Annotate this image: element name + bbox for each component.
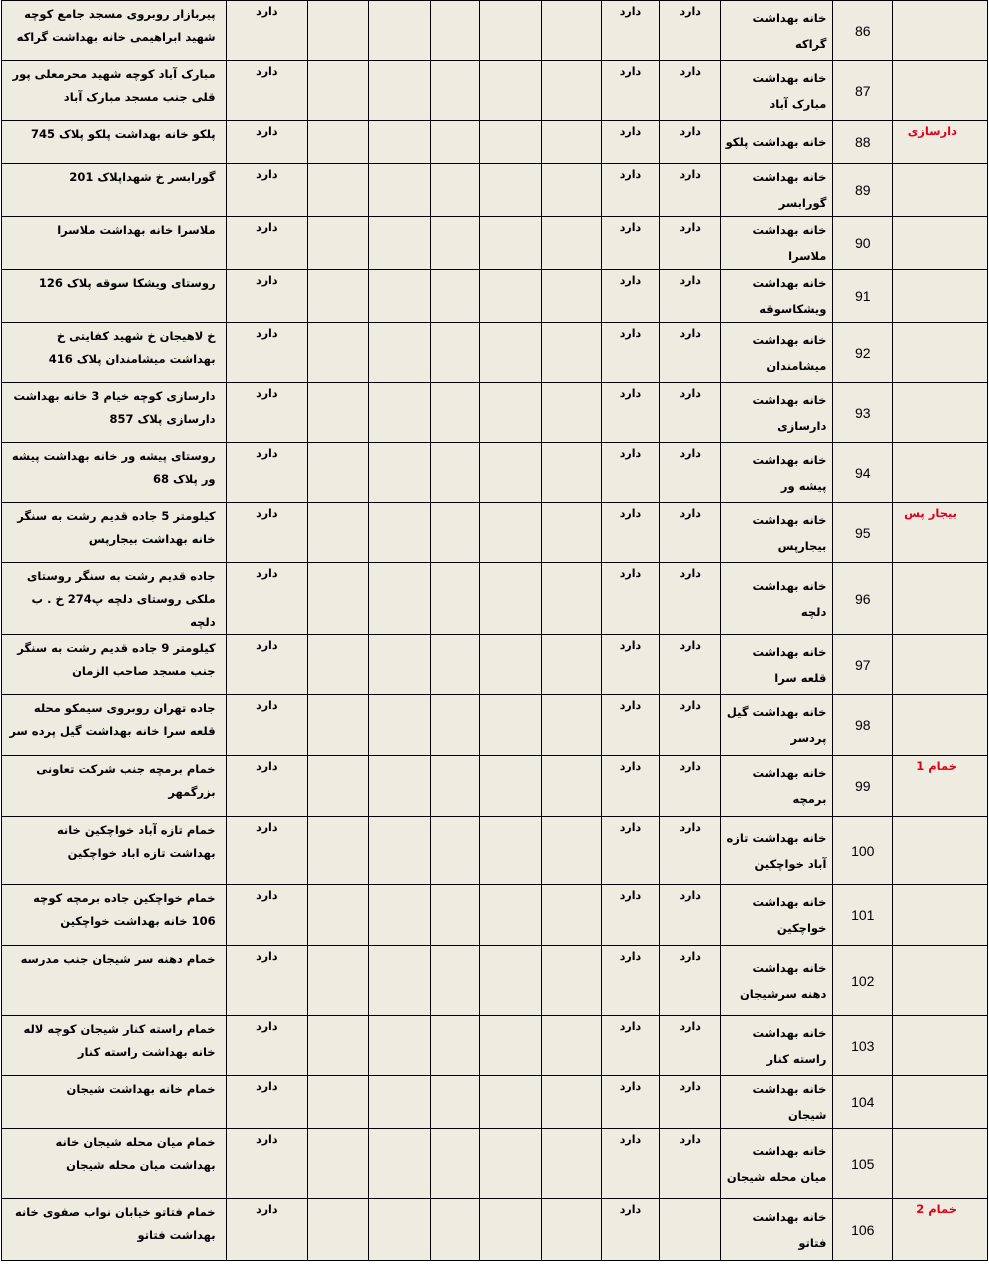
empty-cell [541, 885, 601, 946]
address-cell: روستای پیشه ور خانه بهداشت پیشه ور پلاک 68 [2, 443, 227, 503]
empty-cell [541, 443, 601, 503]
region-label-cell: دارسازی [893, 121, 988, 164]
table-row [2, 1, 988, 61]
row-number-cell: 87 [833, 61, 893, 121]
empty-cell [541, 270, 601, 323]
row-number-cell: 97 [833, 635, 893, 695]
empty-cell [541, 1016, 601, 1076]
empty-cell [541, 1, 601, 61]
table-row [2, 563, 988, 635]
empty-cell [480, 946, 542, 1016]
empty-cell [541, 1199, 601, 1261]
empty-cell [480, 885, 542, 946]
region-label-cell [893, 635, 988, 695]
empty-cell [480, 383, 542, 443]
status-cell: دارد [226, 270, 307, 323]
empty-cell [307, 503, 368, 563]
status-cell: دارد [601, 503, 660, 563]
empty-cell [307, 1016, 368, 1076]
address-cell: پلکو خانه بهداشت پلکو پلاک 745 [2, 121, 227, 164]
status-cell: دارد [601, 61, 660, 121]
address-cell: جاده قدیم رشت به سنگر روستای ملکی روستای دلچه پ274 خ . ب دلچه [2, 563, 227, 635]
empty-cell [430, 164, 479, 217]
empty-cell [307, 635, 368, 695]
status-cell [660, 1199, 721, 1261]
empty-cell [480, 121, 542, 164]
status-cell: دارد [226, 503, 307, 563]
empty-cell [368, 383, 430, 443]
row-number-cell: 104 [833, 1076, 893, 1129]
region-label-cell: خمام 1 [893, 756, 988, 817]
health-house-name-cell: خانه بهداشت میان محله شیجان [721, 1129, 833, 1199]
table-row [2, 323, 988, 383]
empty-cell [307, 1129, 368, 1199]
empty-cell [307, 1199, 368, 1261]
empty-cell [368, 695, 430, 756]
empty-cell [368, 635, 430, 695]
status-cell: دارد [226, 164, 307, 217]
status-cell: دارد [226, 635, 307, 695]
region-label-cell [893, 1076, 988, 1129]
empty-cell [307, 946, 368, 1016]
health-house-name-cell: خانه بهداشت شیجان [721, 1076, 833, 1129]
status-cell: دارد [660, 817, 721, 885]
empty-cell [430, 1076, 479, 1129]
address-cell: گورابسر خ شهداپلاک 201 [2, 164, 227, 217]
table-body [2, 1, 988, 1261]
status-cell: دارد [226, 1199, 307, 1261]
row-number-cell: 99 [833, 756, 893, 817]
empty-cell [307, 443, 368, 503]
health-house-name-cell: خانه بهداشت گیل پردسر [721, 695, 833, 756]
empty-cell [480, 695, 542, 756]
empty-cell [368, 323, 430, 383]
status-cell: دارد [601, 1076, 660, 1129]
empty-cell [307, 695, 368, 756]
empty-cell [307, 1, 368, 61]
empty-cell [368, 270, 430, 323]
status-cell: دارد [660, 885, 721, 946]
table-row [2, 121, 988, 164]
status-cell: دارد [660, 383, 721, 443]
address-cell: پیربازار روبروی مسجد جامع کوچه شهید ابراهیمی خانه بهداشت گراکه [2, 1, 227, 61]
address-cell: روستای ویشکا سوقه پلاک 126 [2, 270, 227, 323]
table-row [2, 1016, 988, 1076]
empty-cell [430, 1129, 479, 1199]
region-label-cell [893, 270, 988, 323]
health-house-name-cell: خانه بهداشت دهنه سرشیجان [721, 946, 833, 1016]
empty-cell [541, 217, 601, 270]
empty-cell [430, 61, 479, 121]
table-row [2, 817, 988, 885]
status-cell: دارد [226, 756, 307, 817]
status-cell: دارد [601, 121, 660, 164]
empty-cell [480, 503, 542, 563]
status-cell: دارد [226, 383, 307, 443]
region-label-cell: خمام 2 [893, 1199, 988, 1261]
empty-cell [480, 217, 542, 270]
status-cell: دارد [660, 756, 721, 817]
empty-cell [368, 217, 430, 270]
empty-cell [368, 443, 430, 503]
table-row [2, 1199, 988, 1261]
empty-cell [541, 817, 601, 885]
empty-cell [480, 443, 542, 503]
address-cell: خمام برمچه جنب شرکت تعاونی بزرگمهر [2, 756, 227, 817]
empty-cell [368, 885, 430, 946]
status-cell: دارد [660, 443, 721, 503]
health-house-name-cell: خانه بهداشت پیشه ور [721, 443, 833, 503]
health-house-name-cell: خانه بهداشت فتاتو [721, 1199, 833, 1261]
status-cell: دارد [660, 1076, 721, 1129]
empty-cell [307, 323, 368, 383]
empty-cell [368, 503, 430, 563]
row-number-cell: 106 [833, 1199, 893, 1261]
region-label-cell [893, 563, 988, 635]
status-cell: دارد [226, 946, 307, 1016]
status-cell: دارد [601, 756, 660, 817]
empty-cell [541, 503, 601, 563]
empty-cell [430, 323, 479, 383]
empty-cell [307, 61, 368, 121]
empty-cell [368, 756, 430, 817]
empty-cell [307, 383, 368, 443]
empty-cell [541, 946, 601, 1016]
table-row [2, 164, 988, 217]
row-number-cell: 89 [833, 164, 893, 217]
empty-cell [430, 443, 479, 503]
row-number-cell: 101 [833, 885, 893, 946]
empty-cell [307, 1076, 368, 1129]
row-number-cell: 95 [833, 503, 893, 563]
region-label-cell [893, 217, 988, 270]
empty-cell [368, 563, 430, 635]
row-number-cell: 98 [833, 695, 893, 756]
empty-cell [480, 817, 542, 885]
row-number-cell: 86 [833, 1, 893, 61]
status-cell: دارد [601, 323, 660, 383]
empty-cell [430, 885, 479, 946]
empty-cell [541, 563, 601, 635]
status-cell: دارد [601, 563, 660, 635]
empty-cell [307, 270, 368, 323]
empty-cell [480, 323, 542, 383]
table-row [2, 270, 988, 323]
region-label-cell [893, 164, 988, 217]
status-cell: دارد [226, 695, 307, 756]
table-row [2, 443, 988, 503]
empty-cell [430, 1199, 479, 1261]
empty-cell [368, 1016, 430, 1076]
empty-cell [541, 121, 601, 164]
row-number-cell: 100 [833, 817, 893, 885]
row-number-cell: 102 [833, 946, 893, 1016]
region-label-cell [893, 695, 988, 756]
health-house-name-cell: خانه بهداشت میشامندان [721, 323, 833, 383]
status-cell: دارد [601, 1016, 660, 1076]
address-cell: خمام دهنه سر شیجان جنب مدرسه [2, 946, 227, 1016]
address-cell: خمام تازه آباد خواچکین خانه بهداشت تازه اباد خواچکین [2, 817, 227, 885]
address-cell: خمام راسته کنار شیجان کوچه لاله خانه بهداشت راسته کنار [2, 1016, 227, 1076]
empty-cell [541, 1076, 601, 1129]
empty-cell [430, 503, 479, 563]
empty-cell [480, 61, 542, 121]
address-cell: خمام خواچکین جاده برمچه کوچه 106 خانه بهداشت خواچکین [2, 885, 227, 946]
empty-cell [480, 164, 542, 217]
status-cell: دارد [226, 1, 307, 61]
empty-cell [368, 1129, 430, 1199]
status-cell: دارد [226, 1016, 307, 1076]
empty-cell [368, 121, 430, 164]
status-cell: دارد [660, 270, 721, 323]
empty-cell [368, 946, 430, 1016]
empty-cell [480, 270, 542, 323]
table-row [2, 695, 988, 756]
row-number-cell: 105 [833, 1129, 893, 1199]
empty-cell [307, 885, 368, 946]
status-cell: دارد [226, 563, 307, 635]
region-label-cell [893, 817, 988, 885]
health-house-name-cell: خانه بهداشت ملاسرا [721, 217, 833, 270]
empty-cell [368, 817, 430, 885]
status-cell: دارد [601, 217, 660, 270]
status-cell: دارد [226, 217, 307, 270]
empty-cell [430, 563, 479, 635]
status-cell: دارد [660, 164, 721, 217]
table-row [2, 383, 988, 443]
status-cell: دارد [601, 885, 660, 946]
status-cell: دارد [601, 1199, 660, 1261]
empty-cell [480, 1129, 542, 1199]
status-cell: دارد [226, 443, 307, 503]
status-cell: دارد [660, 323, 721, 383]
empty-cell [430, 946, 479, 1016]
status-cell: دارد [226, 61, 307, 121]
status-cell: دارد [226, 323, 307, 383]
empty-cell [307, 563, 368, 635]
health-house-name-cell: خانه بهداشت ویشکاسوقه [721, 270, 833, 323]
health-house-name-cell: خانه بهداشت بیجارپس [721, 503, 833, 563]
status-cell: دارد [660, 121, 721, 164]
row-number-cell: 88 [833, 121, 893, 164]
row-number-cell: 90 [833, 217, 893, 270]
table-row [2, 946, 988, 1016]
empty-cell [430, 817, 479, 885]
table-row [2, 503, 988, 563]
health-house-name-cell: خانه بهداشت برمچه [721, 756, 833, 817]
empty-cell [430, 270, 479, 323]
address-cell: خمام میان محله شیجان خانه بهداشت میان محله شیجان [2, 1129, 227, 1199]
empty-cell [541, 164, 601, 217]
empty-cell [307, 817, 368, 885]
address-cell: کیلومتر 9 جاده قدیم رشت به سنگر جنب مسجد صاحب الزمان [2, 635, 227, 695]
address-cell: خمام فتاتو خیابان نواب صفوی خانه بهداشت فتاتو [2, 1199, 227, 1261]
status-cell: دارد [601, 635, 660, 695]
row-number-cell: 92 [833, 323, 893, 383]
address-cell: مبارک آباد کوچه شهید محرمعلی پور قلی جنب مسجد مبارک آباد [2, 61, 227, 121]
empty-cell [368, 61, 430, 121]
status-cell: دارد [660, 503, 721, 563]
empty-cell [480, 1199, 542, 1261]
health-house-name-cell: خانه بهداشت راسته کنار [721, 1016, 833, 1076]
empty-cell [430, 756, 479, 817]
table-row [2, 756, 988, 817]
health-houses-table [1, 0, 988, 1261]
empty-cell [480, 563, 542, 635]
empty-cell [480, 756, 542, 817]
region-label-cell [893, 1129, 988, 1199]
region-label-cell [893, 61, 988, 121]
address-cell: خمام خانه بهداشت شیجان [2, 1076, 227, 1129]
table-row [2, 885, 988, 946]
empty-cell [430, 1, 479, 61]
empty-cell [541, 323, 601, 383]
status-cell: دارد [226, 817, 307, 885]
status-cell: دارد [660, 61, 721, 121]
empty-cell [541, 695, 601, 756]
empty-cell [430, 1016, 479, 1076]
region-label-cell: بیجار پس [893, 503, 988, 563]
table-row [2, 1076, 988, 1129]
empty-cell [368, 164, 430, 217]
empty-cell [307, 217, 368, 270]
empty-cell [480, 1076, 542, 1129]
empty-cell [541, 61, 601, 121]
status-cell: دارد [660, 217, 721, 270]
empty-cell [368, 1199, 430, 1261]
status-cell: دارد [601, 1129, 660, 1199]
status-cell: دارد [601, 1, 660, 61]
empty-cell [430, 121, 479, 164]
health-house-name-cell: خانه بهداشت گورابسر [721, 164, 833, 217]
status-cell: دارد [660, 635, 721, 695]
health-house-name-cell: خانه بهداشت خواچکین [721, 885, 833, 946]
region-label-cell [893, 885, 988, 946]
region-label-cell [893, 1016, 988, 1076]
status-cell: دارد [660, 1016, 721, 1076]
table-row [2, 217, 988, 270]
empty-cell [307, 756, 368, 817]
region-label-cell [893, 1, 988, 61]
status-cell: دارد [601, 817, 660, 885]
empty-cell [368, 1076, 430, 1129]
row-number-cell: 103 [833, 1016, 893, 1076]
empty-cell [430, 217, 479, 270]
table-row [2, 61, 988, 121]
health-house-name-cell: خانه بهداشت دارسازی [721, 383, 833, 443]
status-cell: دارد [660, 1129, 721, 1199]
empty-cell [480, 1016, 542, 1076]
region-label-cell [893, 383, 988, 443]
empty-cell [430, 695, 479, 756]
empty-cell [541, 756, 601, 817]
empty-cell [480, 635, 542, 695]
status-cell: دارد [601, 383, 660, 443]
status-cell: دارد [660, 946, 721, 1016]
empty-cell [480, 1, 542, 61]
status-cell: دارد [601, 946, 660, 1016]
address-cell: دارسازی کوچه خیام 3 خانه بهداشت دارسازی پلاک 857 [2, 383, 227, 443]
status-cell: دارد [601, 695, 660, 756]
empty-cell [541, 1129, 601, 1199]
row-number-cell: 96 [833, 563, 893, 635]
region-label-cell [893, 443, 988, 503]
region-label-cell [893, 946, 988, 1016]
status-cell: دارد [660, 563, 721, 635]
empty-cell [541, 635, 601, 695]
empty-cell [368, 1, 430, 61]
address-cell: ملاسرا خانه بهداشت ملاسرا [2, 217, 227, 270]
table-row [2, 635, 988, 695]
empty-cell [430, 635, 479, 695]
health-house-name-cell: خانه بهداشت دلچه [721, 563, 833, 635]
health-house-name-cell: خانه بهداشت قلعه سرا [721, 635, 833, 695]
health-house-name-cell: خانه بهداشت تازه آباد خواچکین [721, 817, 833, 885]
address-cell: جاده تهران روبروی سیمکو محله قلعه سرا خانه بهداشت گیل پرده سر [2, 695, 227, 756]
status-cell: دارد [660, 695, 721, 756]
status-cell: دارد [226, 885, 307, 946]
status-cell: دارد [660, 1, 721, 61]
row-number-cell: 94 [833, 443, 893, 503]
empty-cell [541, 383, 601, 443]
row-number-cell: 93 [833, 383, 893, 443]
row-number-cell: 91 [833, 270, 893, 323]
table-row [2, 1129, 988, 1199]
address-cell: کیلومتر 5 جاده قدیم رشت به سنگر خانه بهداشت بیجارپس [2, 503, 227, 563]
health-house-name-cell: خانه بهداشت گراکه [721, 1, 833, 61]
empty-cell [430, 383, 479, 443]
empty-cell [307, 164, 368, 217]
status-cell: دارد [226, 1129, 307, 1199]
status-cell: دارد [601, 270, 660, 323]
status-cell: دارد [601, 443, 660, 503]
status-cell: دارد [226, 1076, 307, 1129]
address-cell: خ لاهیجان خ شهید کفایتی خ بهداشت میشامندان پلاک 416 [2, 323, 227, 383]
empty-cell [307, 121, 368, 164]
health-house-name-cell: خانه بهداشت مبارک آباد [721, 61, 833, 121]
health-house-name-cell: خانه بهداشت پلکو [721, 121, 833, 164]
region-label-cell [893, 323, 988, 383]
status-cell: دارد [601, 164, 660, 217]
status-cell: دارد [226, 121, 307, 164]
